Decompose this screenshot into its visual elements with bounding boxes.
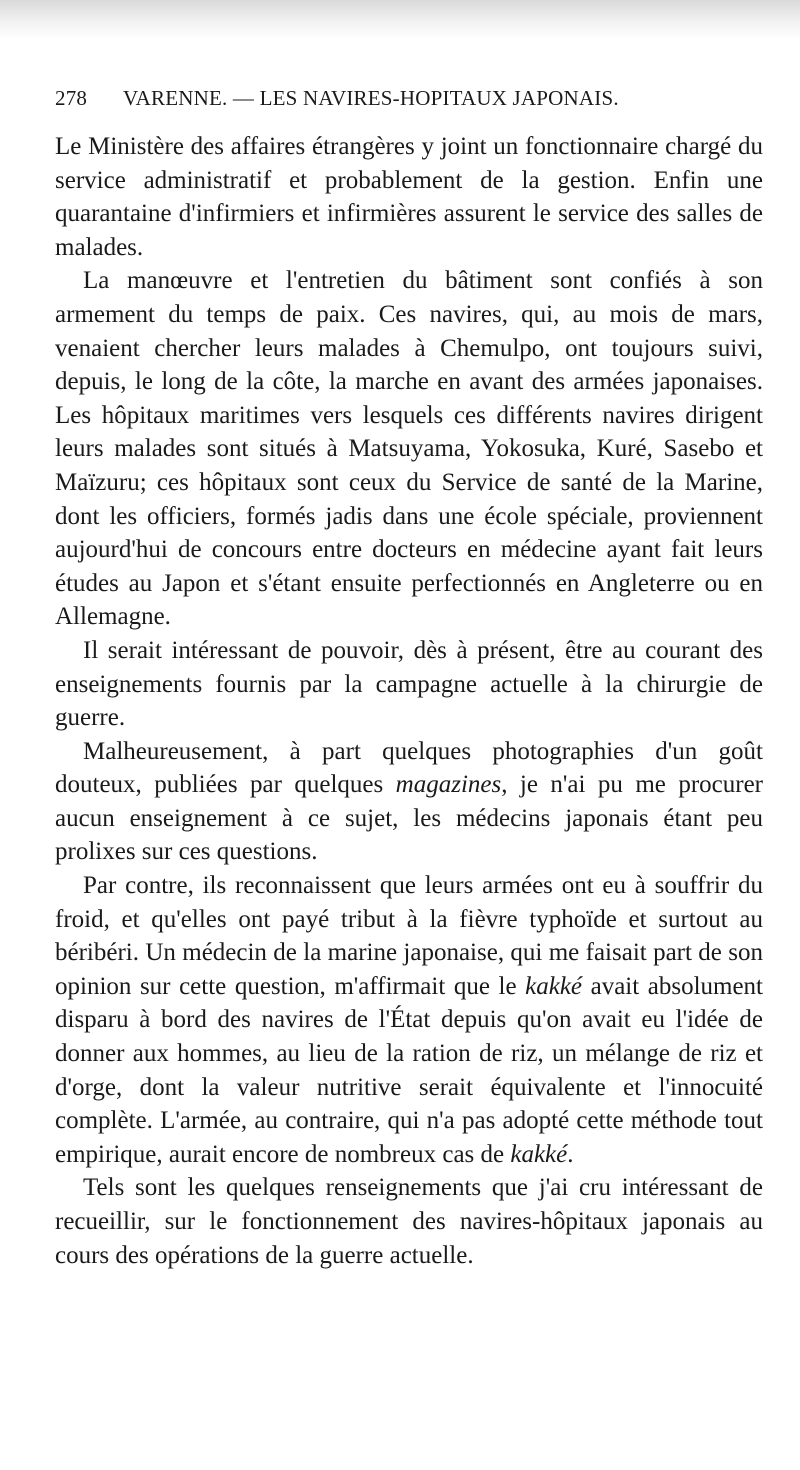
paragraph bbox=[55, 735, 763, 869]
italic-term: kakké bbox=[510, 1140, 568, 1168]
paragraph: Il serait intéressant de pouvoir, dès à présent, être au courant des enseignements fournis par la campagne actuelle à la chirurgie de guerre. bbox=[55, 636, 763, 732]
paragraph: La manœuvre et l'entretien du bâtiment sont confiés à son armement du temps de paix. Ces navires, qui, au mois de mars, venaient chercher leurs malades à Chemulpo, ont toujours suivi, depuis, le long de la côte, la marche en avant des armées japonaises. Les hôpitaux maritimes vers lesquels ces différents navires dirigent leurs malades sont situés à Matsuyama, Yokosuka, Kuré, Sasebo et Maïzuru; ces hôpitaux sont ceux du Service de santé de la Marine, dont les officiers, formés jadis dans une école spéciale, proviennent aujourd'hui de concours entre docteurs en médecine ayant fait leurs études au Japon et s'étant ensuite perfectionnés en Angleterre ou en Allemagne. bbox=[55, 267, 763, 631]
italic-term: magazines bbox=[395, 771, 502, 799]
paragraph-text: Malheureusement, à part quelques photographies d'un goût douteux, publiées par quelques bbox=[55, 737, 763, 799]
page-body bbox=[55, 130, 763, 1272]
italic-term: kakké bbox=[525, 972, 583, 1000]
scan-shadow bbox=[0, 0, 800, 40]
paragraph-text: Par contre, ils reconnaissent que leurs armées ont eu à souffrir du froid, et qu'elles ont payé tribut à la fièvre typhoïde et surtout au béribéri. Un médecin de la marine japonaise, qui me faisait part de son opinion sur cette question, m'affirmait que le bbox=[55, 872, 763, 1000]
paragraph-text: . bbox=[567, 1140, 574, 1168]
paragraph-text: avait absolument disparu à bord des navires de l'État depuis qu'on avait eu l'idée de donner aux hommes, au lieu de la ration de riz, un mélange de riz et d'orge, dont la valeur nutritive serait équivalente et l'innocuité complète. L'armée, au contraire, qui n'a pas adopté cette méthode tout empirique, aurait encore de nombreux cas de bbox=[55, 972, 764, 1168]
paragraph-text: , je n'ai pu me procurer aucun enseignement à ce sujet, les médecins japonais étant peu prolixes sur ces questions. bbox=[55, 771, 763, 866]
running-head: VARENNE. — LES NAVIRES-HOPITAUX JAPONAIS. bbox=[123, 86, 619, 110]
page-number: 278 bbox=[55, 86, 88, 110]
page-header bbox=[55, 86, 755, 111]
paragraph: Tels sont les quelques renseignements que j'ai cru intéressant de recueillir, sur le fonctionnement des navires-hôpitaux japonais au cours des opérations de la guerre actuelle. bbox=[55, 1174, 763, 1269]
paragraph bbox=[55, 869, 763, 1171]
paragraph: Le Ministère des affaires étrangères y joint un fonctionnaire chargé du service administratif et probablement de la gestion. Enfin une quarantaine d'infirmiers et infirmières assurent le service des salles de malades. bbox=[55, 133, 763, 261]
